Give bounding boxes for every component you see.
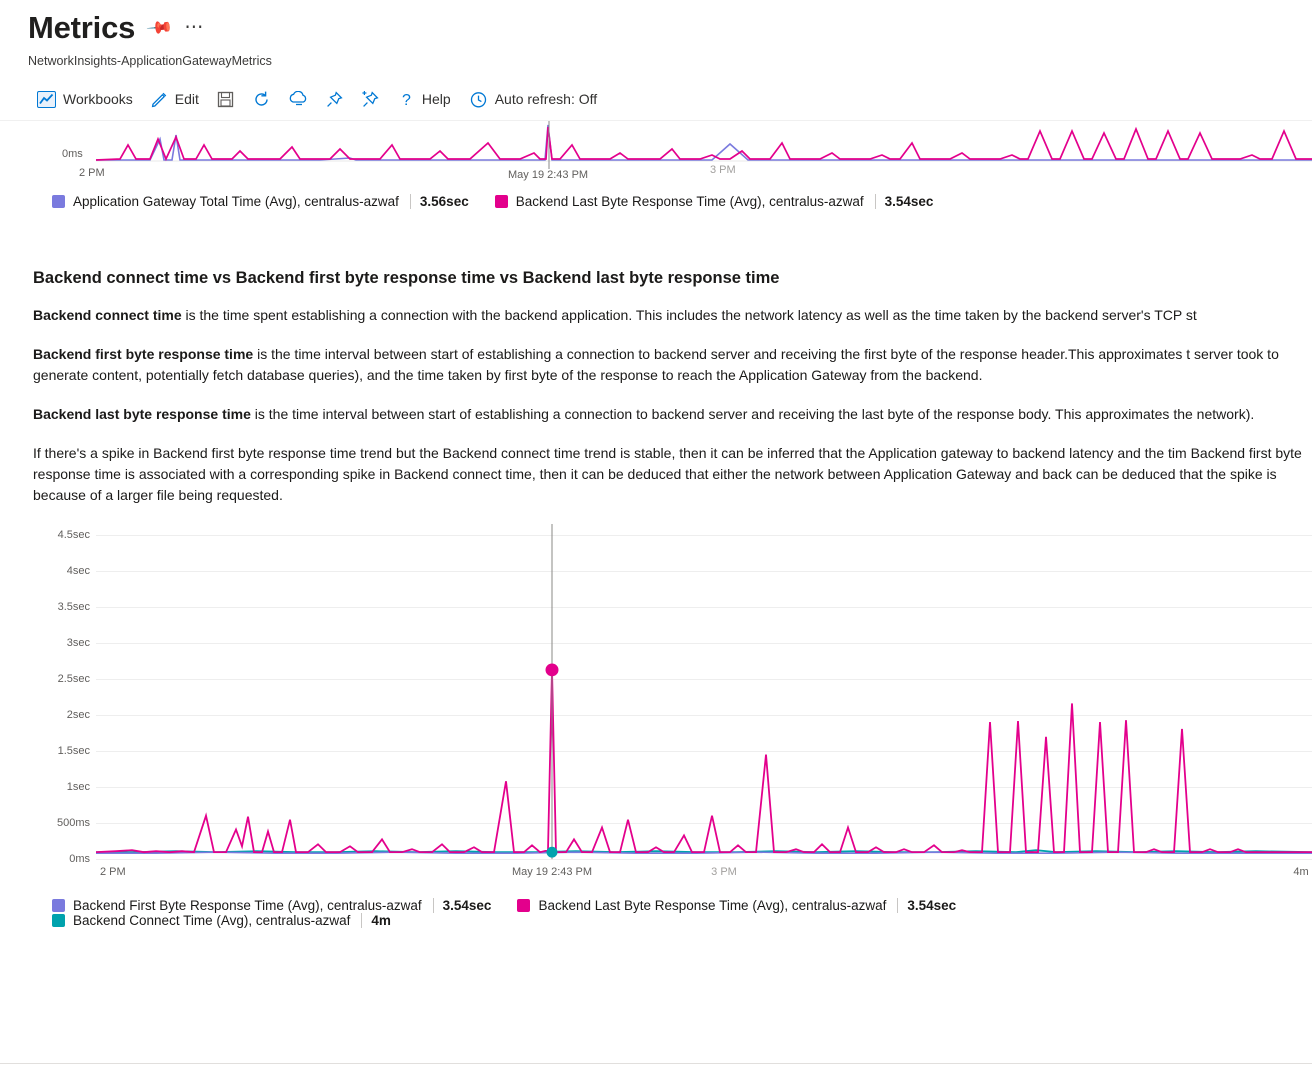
- legend-label: Application Gateway Total Time (Avg), centralus-azwaf: [73, 194, 399, 209]
- ellipsis-icon[interactable]: ⋯: [184, 17, 205, 38]
- legend-value: 4m: [361, 913, 391, 928]
- main-chart-section: [0, 524, 1312, 928]
- top-chart-y-label: 0ms: [62, 148, 83, 160]
- legend-swatch-icon: [52, 914, 65, 927]
- paragraph-body: If there's a spike in Backend first byte response time trend but the Backend connect time trend is stable, then it can be inferred that the Application gateway to backend latency and the tim Backend first byte response time is associated with a corresponding spike in Backend connect time, then it can be deduced that either the network between Application Gateway and back can be deduced that the spike is because of a larger file being requested.: [33, 445, 1302, 503]
- top-chart-xtick-1: May 19 2:43 PM: [508, 169, 589, 181]
- paragraph-backend-first-byte: [33, 344, 1312, 386]
- y-axis-labels: [40, 524, 90, 864]
- top-chart-xtick-0: 2 PM: [79, 167, 105, 179]
- x-axis: [96, 864, 1312, 884]
- clone-button[interactable]: [280, 84, 317, 114]
- y-tick: 0ms: [69, 853, 90, 865]
- bottom-divider: [0, 1063, 1312, 1064]
- main-chart[interactable]: [0, 524, 1312, 884]
- page-subtitle: NetworkInsights-ApplicationGatewayMetrics: [28, 54, 272, 68]
- legend-swatch-icon: [495, 195, 508, 208]
- workbooks-button[interactable]: [28, 84, 142, 114]
- legend-swatch-icon: [517, 899, 530, 912]
- pin-all-button[interactable]: [352, 84, 389, 114]
- legend-item[interactable]: [52, 194, 469, 209]
- y-tick: 3.5sec: [57, 601, 90, 613]
- title-row: [28, 8, 1312, 48]
- y-tick: 2.5sec: [57, 673, 90, 685]
- auto-refresh-button[interactable]: [460, 84, 606, 114]
- paragraph-body: is the time interval between start of establishing a connection to backend server and receiving the first byte of the response header.This approximates t server took to generate content, potentially fetch database queries), and the time taken by first byte of the response to reach the Application Gateway from the backend.: [33, 346, 1279, 383]
- page-header: [0, 0, 1312, 68]
- refresh-button[interactable]: [243, 84, 280, 114]
- main-chart-legend: [52, 898, 1312, 928]
- legend-item[interactable]: [495, 194, 934, 209]
- legend-item[interactable]: [52, 898, 491, 913]
- x-tick: 3 PM: [711, 866, 737, 878]
- page-title: Metrics: [28, 10, 136, 45]
- legend-item[interactable]: [52, 913, 391, 928]
- top-chart[interactable]: [0, 120, 1312, 181]
- save-disk-icon: [217, 91, 234, 108]
- y-tick: 3sec: [66, 637, 90, 649]
- y-tick: 2sec: [66, 709, 90, 721]
- legend-label: Backend Last Byte Response Time (Avg), centralus-azwaf: [538, 898, 887, 913]
- paragraph-body: is the time spent establishing a connection with the backend application. This includes the network latency as well as the time taken by the backend server's TCP st: [181, 307, 1197, 323]
- y-tick: 1.5sec: [57, 745, 90, 757]
- workbooks-label: Workbooks: [63, 91, 133, 107]
- legend-swatch-icon: [52, 899, 65, 912]
- top-chart-xtick-2: 3 PM: [710, 164, 736, 176]
- help-button[interactable]: [389, 84, 460, 114]
- y-tick: 4.5sec: [57, 529, 90, 541]
- paragraph-backend-last-byte: [33, 404, 1312, 425]
- edit-button[interactable]: [142, 84, 208, 114]
- legend-value: 3.54sec: [875, 194, 934, 209]
- legend-value: 3.56sec: [410, 194, 469, 209]
- workbooks-chart-icon: [37, 91, 56, 108]
- edit-label: Edit: [174, 91, 199, 107]
- top-chart-section: [0, 120, 1312, 209]
- command-bar: [28, 82, 1312, 116]
- auto-refresh-label: Auto refresh: Off: [494, 91, 598, 107]
- legend-item[interactable]: [517, 898, 956, 913]
- legend-value: 3.54sec: [897, 898, 956, 913]
- legend-value: 3.54sec: [433, 898, 492, 913]
- clock-history-icon: [469, 90, 488, 109]
- pin-button[interactable]: [317, 84, 352, 114]
- x-tick: 4m: [1293, 866, 1309, 878]
- x-tick: May 19 2:43 PM: [511, 866, 593, 878]
- help-label: Help: [421, 91, 451, 107]
- y-tick: 4sec: [66, 565, 90, 577]
- legend-label: Backend First Byte Response Time (Avg), centralus-azwaf: [73, 898, 422, 913]
- explanatory-text: [33, 269, 1312, 506]
- clone-copy-icon: [289, 91, 308, 108]
- top-chart-plot: [0, 121, 1312, 177]
- pencil-edit-icon: [151, 91, 168, 108]
- y-tick: 1sec: [66, 781, 90, 793]
- paragraph-lead-in: Backend last byte response time: [33, 406, 251, 422]
- paragraph-backend-connect-time: [33, 305, 1312, 326]
- y-tick: 500ms: [56, 817, 90, 829]
- legend-label: Backend Connect Time (Avg), centralus-azwaf: [73, 913, 351, 928]
- legend-label: Backend Last Byte Response Time (Avg), centralus-azwaf: [515, 194, 864, 209]
- legend-swatch-icon: [52, 195, 65, 208]
- svg-text:?: ?: [401, 91, 411, 108]
- question-help-icon: [398, 91, 415, 108]
- main-chart-plot: [96, 524, 1312, 864]
- paragraph-spike-inference: [33, 443, 1312, 506]
- x-tick: 2 PM: [100, 866, 126, 878]
- pin-all-icon: [361, 91, 380, 108]
- paragraph-body: is the time interval between start of establishing a connection to backend server and receiving the last byte of the response body. This approximates the network).: [250, 406, 1255, 422]
- refresh-circular-icon: [252, 90, 271, 109]
- pin-icon: [326, 91, 343, 108]
- top-chart-legend: [52, 194, 1312, 209]
- paragraph-lead-in: Backend first byte response time: [33, 346, 254, 362]
- section-heading: Backend connect time vs Backend first byte response time vs Backend last byte response time: [33, 269, 780, 287]
- pin-icon[interactable]: 📌: [145, 13, 175, 42]
- save-button[interactable]: [208, 84, 243, 114]
- paragraph-lead-in: Backend connect time: [33, 307, 182, 323]
